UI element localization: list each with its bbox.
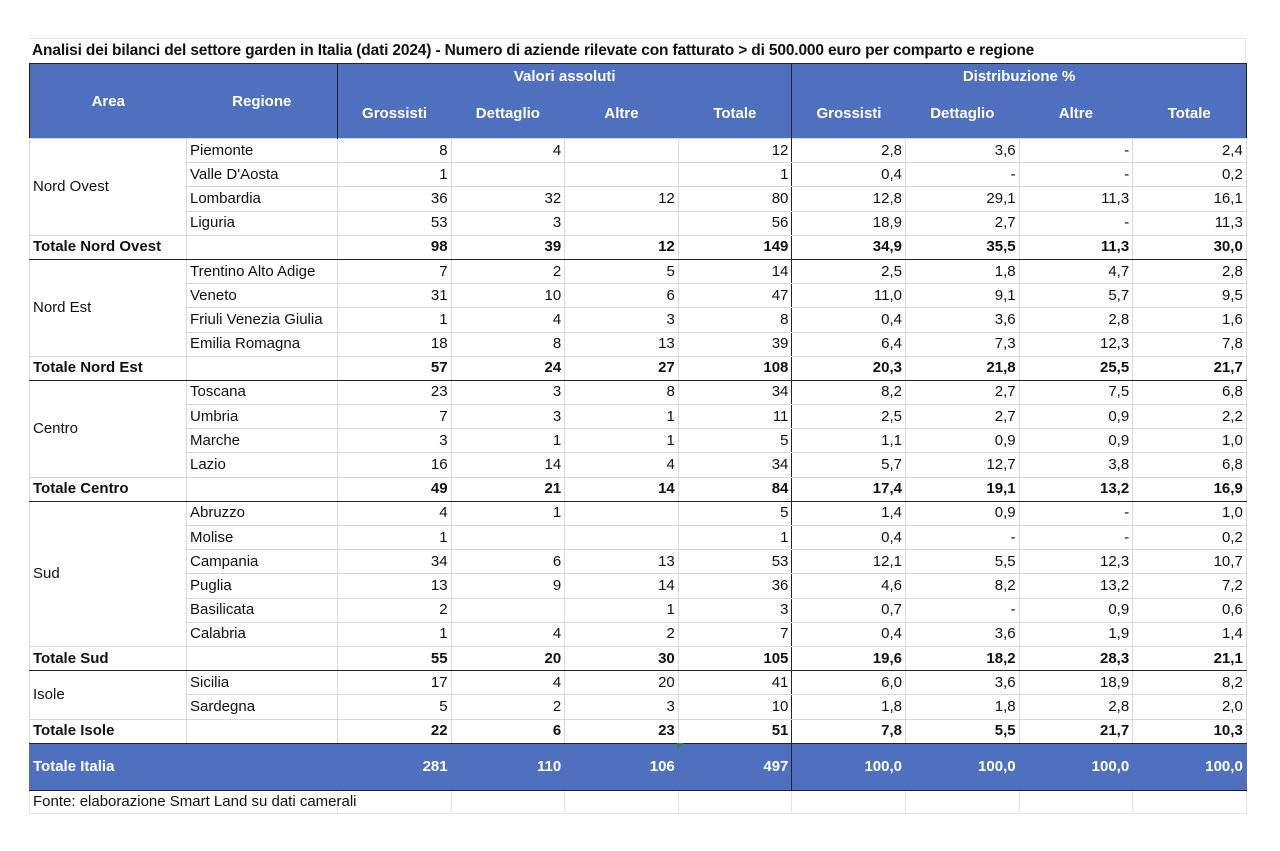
table-row — [30, 695, 1247, 719]
total-cell-7: 100,0 — [1133, 743, 1247, 790]
value-cell-6: 7,5 — [1019, 380, 1133, 404]
table-title: Analisi dei bilanci del settore garden in Italia (dati 2024) - Numero di aziende rilevate con fatturato > di 500.000 euro per comparto e regione — [29, 38, 1246, 63]
value-cell-6: - — [1019, 526, 1133, 550]
value-cell-3: 39 — [678, 332, 792, 356]
total-cell-0: 22 — [338, 719, 452, 743]
value-cell-3: 14 — [678, 259, 792, 283]
value-cell-6: 12,3 — [1019, 332, 1133, 356]
value-cell-5: 1,8 — [906, 695, 1020, 719]
value-cell-3: 3 — [678, 598, 792, 622]
value-cell-7: 11,3 — [1133, 211, 1247, 235]
value-cell-3: 41 — [678, 671, 792, 695]
value-cell-4: 2,8 — [792, 139, 906, 163]
value-cell-5: 2,7 — [906, 405, 1020, 429]
value-cell-0: 1 — [338, 163, 452, 187]
value-cell-2: 13 — [565, 550, 679, 574]
total-cell-1: 39 — [451, 235, 565, 259]
value-cell-5: - — [906, 526, 1020, 550]
value-cell-2 — [565, 501, 679, 525]
value-cell-4: 12,1 — [792, 550, 906, 574]
total-cell-2: 106 — [565, 743, 679, 790]
value-cell-3: 36 — [678, 574, 792, 598]
value-cell-0: 7 — [338, 259, 452, 283]
value-cell-7: 10,7 — [1133, 550, 1247, 574]
empty-cell — [1133, 790, 1247, 813]
value-cell-0: 23 — [338, 380, 452, 404]
value-cell-2: 3 — [565, 308, 679, 332]
value-cell-5: 29,1 — [906, 187, 1020, 211]
table-row — [30, 187, 1247, 211]
value-cell-4: 0,4 — [792, 526, 906, 550]
value-cell-7: 7,2 — [1133, 574, 1247, 598]
table-row — [30, 622, 1247, 646]
value-cell-1: 2 — [451, 259, 565, 283]
area-cell: Isole — [30, 671, 187, 719]
regione-cell: Liguria — [187, 211, 338, 235]
empty-cell — [451, 790, 565, 813]
total-cell-1: 24 — [451, 356, 565, 380]
value-cell-4: 0,4 — [792, 163, 906, 187]
value-cell-7: 1,0 — [1133, 501, 1247, 525]
value-cell-4: 1,4 — [792, 501, 906, 525]
value-cell-4: 0,4 — [792, 622, 906, 646]
area-total-label: Totale Sud — [30, 646, 187, 670]
value-cell-1: 10 — [451, 284, 565, 308]
total-cell-0: 49 — [338, 477, 452, 501]
total-cell-0: 55 — [338, 646, 452, 670]
value-cell-3: 1 — [678, 526, 792, 550]
regione-cell: Sardegna — [187, 695, 338, 719]
value-cell-3: 1 — [678, 163, 792, 187]
header-abs-dettaglio: Dettaglio — [451, 88, 565, 139]
value-cell-1: 3 — [451, 405, 565, 429]
value-cell-2 — [565, 139, 679, 163]
value-cell-5: 5,5 — [906, 550, 1020, 574]
value-cell-3: 56 — [678, 211, 792, 235]
total-cell-4: 20,3 — [792, 356, 906, 380]
total-cell-1: 21 — [451, 477, 565, 501]
value-cell-3: 7 — [678, 622, 792, 646]
value-cell-7: 0,2 — [1133, 526, 1247, 550]
value-cell-3: 53 — [678, 550, 792, 574]
area-total-label: Totale Nord Ovest — [30, 235, 187, 259]
grand-total-label: Totale Italia — [30, 743, 338, 790]
value-cell-7: 0,6 — [1133, 598, 1247, 622]
area-total-row — [30, 646, 1247, 670]
regione-cell: Marche — [187, 429, 338, 453]
value-cell-5: 3,6 — [906, 622, 1020, 646]
value-cell-5: 9,1 — [906, 284, 1020, 308]
value-cell-2: 14 — [565, 574, 679, 598]
area-cell: Sud — [30, 501, 187, 646]
header-area: Area — [30, 64, 187, 139]
total-cell-6: 100,0 — [1019, 743, 1133, 790]
value-cell-3: 5 — [678, 429, 792, 453]
table-row — [30, 501, 1247, 525]
value-cell-7: 6,8 — [1133, 453, 1247, 477]
value-cell-2: 6 — [565, 284, 679, 308]
value-cell-2: 5 — [565, 259, 679, 283]
value-cell-1 — [451, 526, 565, 550]
regione-cell: Friuli Venezia Giulia — [187, 308, 338, 332]
total-cell-3: 497 — [678, 743, 792, 790]
regione-cell: Toscana — [187, 380, 338, 404]
value-cell-0: 3 — [338, 429, 452, 453]
area-total-row — [30, 477, 1247, 501]
total-cell-5: 35,5 — [906, 235, 1020, 259]
value-cell-0: 1 — [338, 526, 452, 550]
value-cell-6: - — [1019, 139, 1133, 163]
value-cell-7: 2,8 — [1133, 259, 1247, 283]
table-row — [30, 308, 1247, 332]
area-cell: Centro — [30, 380, 187, 477]
value-cell-0: 16 — [338, 453, 452, 477]
value-cell-1: 1 — [451, 429, 565, 453]
value-cell-4: 6,0 — [792, 671, 906, 695]
area-cell: Nord Ovest — [30, 139, 187, 236]
value-cell-1: 4 — [451, 139, 565, 163]
regione-cell: Umbria — [187, 405, 338, 429]
value-cell-4: 2,5 — [792, 259, 906, 283]
value-cell-4: 0,4 — [792, 308, 906, 332]
value-cell-4: 18,9 — [792, 211, 906, 235]
value-cell-5: 2,7 — [906, 380, 1020, 404]
value-cell-4: 6,4 — [792, 332, 906, 356]
value-cell-0: 2 — [338, 598, 452, 622]
regione-cell: Abruzzo — [187, 501, 338, 525]
value-cell-4: 2,5 — [792, 405, 906, 429]
area-total-row — [30, 235, 1247, 259]
value-cell-7: 9,5 — [1133, 284, 1247, 308]
total-cell-5: 21,8 — [906, 356, 1020, 380]
value-cell-7: 6,8 — [1133, 380, 1247, 404]
value-cell-3: 8 — [678, 308, 792, 332]
value-cell-1: 9 — [451, 574, 565, 598]
value-cell-5: 0,9 — [906, 429, 1020, 453]
value-cell-2: 13 — [565, 332, 679, 356]
regione-cell: Calabria — [187, 622, 338, 646]
grand-total-row — [30, 743, 1247, 790]
total-cell-4: 7,8 — [792, 719, 906, 743]
header-group-valori-assoluti: Valori assoluti — [338, 64, 792, 89]
value-cell-2 — [565, 211, 679, 235]
value-cell-0: 18 — [338, 332, 452, 356]
empty-cell — [565, 790, 679, 813]
area-total-row — [30, 719, 1247, 743]
regione-cell: Molise — [187, 526, 338, 550]
total-cell-3: 108 — [678, 356, 792, 380]
total-cell-2: 12 — [565, 235, 679, 259]
value-cell-1: 8 — [451, 332, 565, 356]
value-cell-7: 1,0 — [1133, 429, 1247, 453]
area-cell: Nord Est — [30, 259, 187, 356]
table-row — [30, 163, 1247, 187]
value-cell-7: 2,4 — [1133, 139, 1247, 163]
total-cell-7: 21,7 — [1133, 356, 1247, 380]
value-cell-3: 34 — [678, 380, 792, 404]
total-cell-1: 110 — [451, 743, 565, 790]
source-note: Fonte: elaborazione Smart Land su dati camerali — [30, 790, 338, 813]
table-row — [30, 211, 1247, 235]
value-cell-0: 13 — [338, 574, 452, 598]
total-cell-4: 19,6 — [792, 646, 906, 670]
value-cell-6: - — [1019, 163, 1133, 187]
value-cell-5: 0,9 — [906, 501, 1020, 525]
table-row — [30, 139, 1247, 163]
value-cell-2: 20 — [565, 671, 679, 695]
area-total-row — [30, 356, 1247, 380]
value-cell-3: 5 — [678, 501, 792, 525]
regione-cell: Veneto — [187, 284, 338, 308]
header-regione: Regione — [187, 64, 338, 139]
regione-cell: Puglia — [187, 574, 338, 598]
value-cell-5: 3,6 — [906, 308, 1020, 332]
empty-cell — [187, 646, 338, 670]
value-cell-2: 4 — [565, 453, 679, 477]
value-cell-7: 0,2 — [1133, 163, 1247, 187]
total-cell-6: 28,3 — [1019, 646, 1133, 670]
value-cell-6: 0,9 — [1019, 405, 1133, 429]
total-cell-3: 51 — [678, 719, 792, 743]
value-cell-0: 53 — [338, 211, 452, 235]
total-cell-6: 25,5 — [1019, 356, 1133, 380]
value-cell-4: 11,0 — [792, 284, 906, 308]
value-cell-4: 0,7 — [792, 598, 906, 622]
table-row — [30, 598, 1247, 622]
area-total-label: Totale Isole — [30, 719, 187, 743]
value-cell-6: 18,9 — [1019, 671, 1133, 695]
total-cell-2: 30 — [565, 646, 679, 670]
table-row — [30, 332, 1247, 356]
value-cell-6: 5,7 — [1019, 284, 1133, 308]
regione-cell: Sicilia — [187, 671, 338, 695]
value-cell-1 — [451, 163, 565, 187]
spreadsheet — [29, 38, 1246, 814]
table-row — [30, 574, 1247, 598]
empty-cell — [187, 235, 338, 259]
total-cell-0: 57 — [338, 356, 452, 380]
total-cell-7: 10,3 — [1133, 719, 1247, 743]
empty-cell — [187, 719, 338, 743]
value-cell-6: 0,9 — [1019, 598, 1133, 622]
value-cell-4: 12,8 — [792, 187, 906, 211]
table-row — [30, 526, 1247, 550]
value-cell-1: 6 — [451, 550, 565, 574]
total-cell-6: 13,2 — [1019, 477, 1133, 501]
value-cell-0: 8 — [338, 139, 452, 163]
total-cell-4: 100,0 — [792, 743, 906, 790]
regione-cell: Lazio — [187, 453, 338, 477]
table-body — [30, 139, 1247, 814]
value-cell-6: 3,8 — [1019, 453, 1133, 477]
value-cell-5: 12,7 — [906, 453, 1020, 477]
value-cell-4: 4,6 — [792, 574, 906, 598]
total-cell-5: 18,2 — [906, 646, 1020, 670]
value-cell-1 — [451, 598, 565, 622]
value-cell-7: 1,6 — [1133, 308, 1247, 332]
value-cell-6: 1,9 — [1019, 622, 1133, 646]
table-row — [30, 429, 1247, 453]
value-cell-2: 2 — [565, 622, 679, 646]
value-cell-4: 8,2 — [792, 380, 906, 404]
value-cell-5: - — [906, 598, 1020, 622]
value-cell-5: 7,3 — [906, 332, 1020, 356]
table-row — [30, 405, 1247, 429]
value-cell-1: 32 — [451, 187, 565, 211]
value-cell-6: 4,7 — [1019, 259, 1133, 283]
cell-comment-marker — [677, 743, 684, 749]
value-cell-2: 1 — [565, 598, 679, 622]
regione-cell: Valle D'Aosta — [187, 163, 338, 187]
header-pct-totale: Totale — [1133, 88, 1247, 139]
value-cell-1: 4 — [451, 671, 565, 695]
total-cell-6: 21,7 — [1019, 719, 1133, 743]
total-cell-2: 23 — [565, 719, 679, 743]
total-cell-2: 27 — [565, 356, 679, 380]
value-cell-5: 3,6 — [906, 671, 1020, 695]
header-pct-altre: Altre — [1019, 88, 1133, 139]
empty-cell — [792, 790, 906, 813]
total-cell-1: 6 — [451, 719, 565, 743]
value-cell-3: 47 — [678, 284, 792, 308]
header-abs-altre: Altre — [565, 88, 679, 139]
value-cell-7: 8,2 — [1133, 671, 1247, 695]
value-cell-1: 3 — [451, 211, 565, 235]
value-cell-2 — [565, 526, 679, 550]
value-cell-6: 2,8 — [1019, 695, 1133, 719]
total-cell-1: 20 — [451, 646, 565, 670]
value-cell-6: 13,2 — [1019, 574, 1133, 598]
total-cell-7: 16,9 — [1133, 477, 1247, 501]
value-cell-7: 2,2 — [1133, 405, 1247, 429]
value-cell-0: 17 — [338, 671, 452, 695]
value-cell-1: 14 — [451, 453, 565, 477]
value-cell-0: 36 — [338, 187, 452, 211]
value-cell-7: 2,0 — [1133, 695, 1247, 719]
value-cell-5: 2,7 — [906, 211, 1020, 235]
table-row — [30, 453, 1247, 477]
table-row — [30, 259, 1247, 283]
regione-cell: Piemonte — [187, 139, 338, 163]
value-cell-7: 1,4 — [1133, 622, 1247, 646]
value-cell-2: 8 — [565, 380, 679, 404]
table-row — [30, 380, 1247, 404]
regione-cell: Trentino Alto Adige — [187, 259, 338, 283]
value-cell-0: 5 — [338, 695, 452, 719]
total-cell-3: 149 — [678, 235, 792, 259]
value-cell-1: 4 — [451, 308, 565, 332]
total-cell-0: 281 — [338, 743, 452, 790]
value-cell-0: 31 — [338, 284, 452, 308]
value-cell-3: 10 — [678, 695, 792, 719]
value-cell-0: 34 — [338, 550, 452, 574]
value-cell-5: 1,8 — [906, 259, 1020, 283]
header-pct-dettaglio: Dettaglio — [906, 88, 1020, 139]
value-cell-7: 16,1 — [1133, 187, 1247, 211]
value-cell-1: 3 — [451, 380, 565, 404]
value-cell-0: 1 — [338, 622, 452, 646]
total-cell-4: 17,4 — [792, 477, 906, 501]
value-cell-4: 1,1 — [792, 429, 906, 453]
value-cell-3: 80 — [678, 187, 792, 211]
value-cell-6: 12,3 — [1019, 550, 1133, 574]
value-cell-3: 12 — [678, 139, 792, 163]
value-cell-0: 1 — [338, 308, 452, 332]
value-cell-0: 4 — [338, 501, 452, 525]
total-cell-3: 84 — [678, 477, 792, 501]
regione-cell: Lombardia — [187, 187, 338, 211]
table-row — [30, 671, 1247, 695]
total-cell-2: 14 — [565, 477, 679, 501]
header-pct-grossisti: Grossisti — [792, 88, 906, 139]
value-cell-2 — [565, 163, 679, 187]
header-group-distribuzione: Distribuzione % — [792, 64, 1246, 89]
total-cell-0: 98 — [338, 235, 452, 259]
value-cell-6: 2,8 — [1019, 308, 1133, 332]
value-cell-4: 1,8 — [792, 695, 906, 719]
regione-cell: Emilia Romagna — [187, 332, 338, 356]
total-cell-4: 34,9 — [792, 235, 906, 259]
total-cell-7: 30,0 — [1133, 235, 1247, 259]
source-row — [30, 790, 1247, 813]
regione-cell: Basilicata — [187, 598, 338, 622]
value-cell-2: 1 — [565, 405, 679, 429]
value-cell-5: 3,6 — [906, 139, 1020, 163]
total-cell-3: 105 — [678, 646, 792, 670]
total-cell-7: 21,1 — [1133, 646, 1247, 670]
data-table — [29, 63, 1247, 814]
total-cell-5: 100,0 — [906, 743, 1020, 790]
empty-cell — [187, 356, 338, 380]
value-cell-7: 7,8 — [1133, 332, 1247, 356]
value-cell-5: - — [906, 163, 1020, 187]
value-cell-1: 2 — [451, 695, 565, 719]
value-cell-6: - — [1019, 501, 1133, 525]
empty-cell — [906, 790, 1020, 813]
value-cell-5: 8,2 — [906, 574, 1020, 598]
empty-cell — [1019, 790, 1133, 813]
total-cell-5: 5,5 — [906, 719, 1020, 743]
value-cell-6: - — [1019, 211, 1133, 235]
total-cell-6: 11,3 — [1019, 235, 1133, 259]
area-total-label: Totale Nord Est — [30, 356, 187, 380]
regione-cell: Campania — [187, 550, 338, 574]
value-cell-0: 7 — [338, 405, 452, 429]
header-abs-totale: Totale — [678, 88, 792, 139]
value-cell-3: 34 — [678, 453, 792, 477]
total-cell-5: 19,1 — [906, 477, 1020, 501]
empty-cell — [678, 790, 792, 813]
table-row — [30, 550, 1247, 574]
value-cell-1: 1 — [451, 501, 565, 525]
value-cell-2: 3 — [565, 695, 679, 719]
area-total-label: Totale Centro — [30, 477, 187, 501]
value-cell-6: 11,3 — [1019, 187, 1133, 211]
value-cell-4: 5,7 — [792, 453, 906, 477]
table-row — [30, 284, 1247, 308]
value-cell-2: 1 — [565, 429, 679, 453]
empty-cell — [187, 477, 338, 501]
value-cell-1: 4 — [451, 622, 565, 646]
value-cell-2: 12 — [565, 187, 679, 211]
value-cell-6: 0,9 — [1019, 429, 1133, 453]
value-cell-3: 11 — [678, 405, 792, 429]
header-abs-grossisti: Grossisti — [338, 88, 452, 139]
